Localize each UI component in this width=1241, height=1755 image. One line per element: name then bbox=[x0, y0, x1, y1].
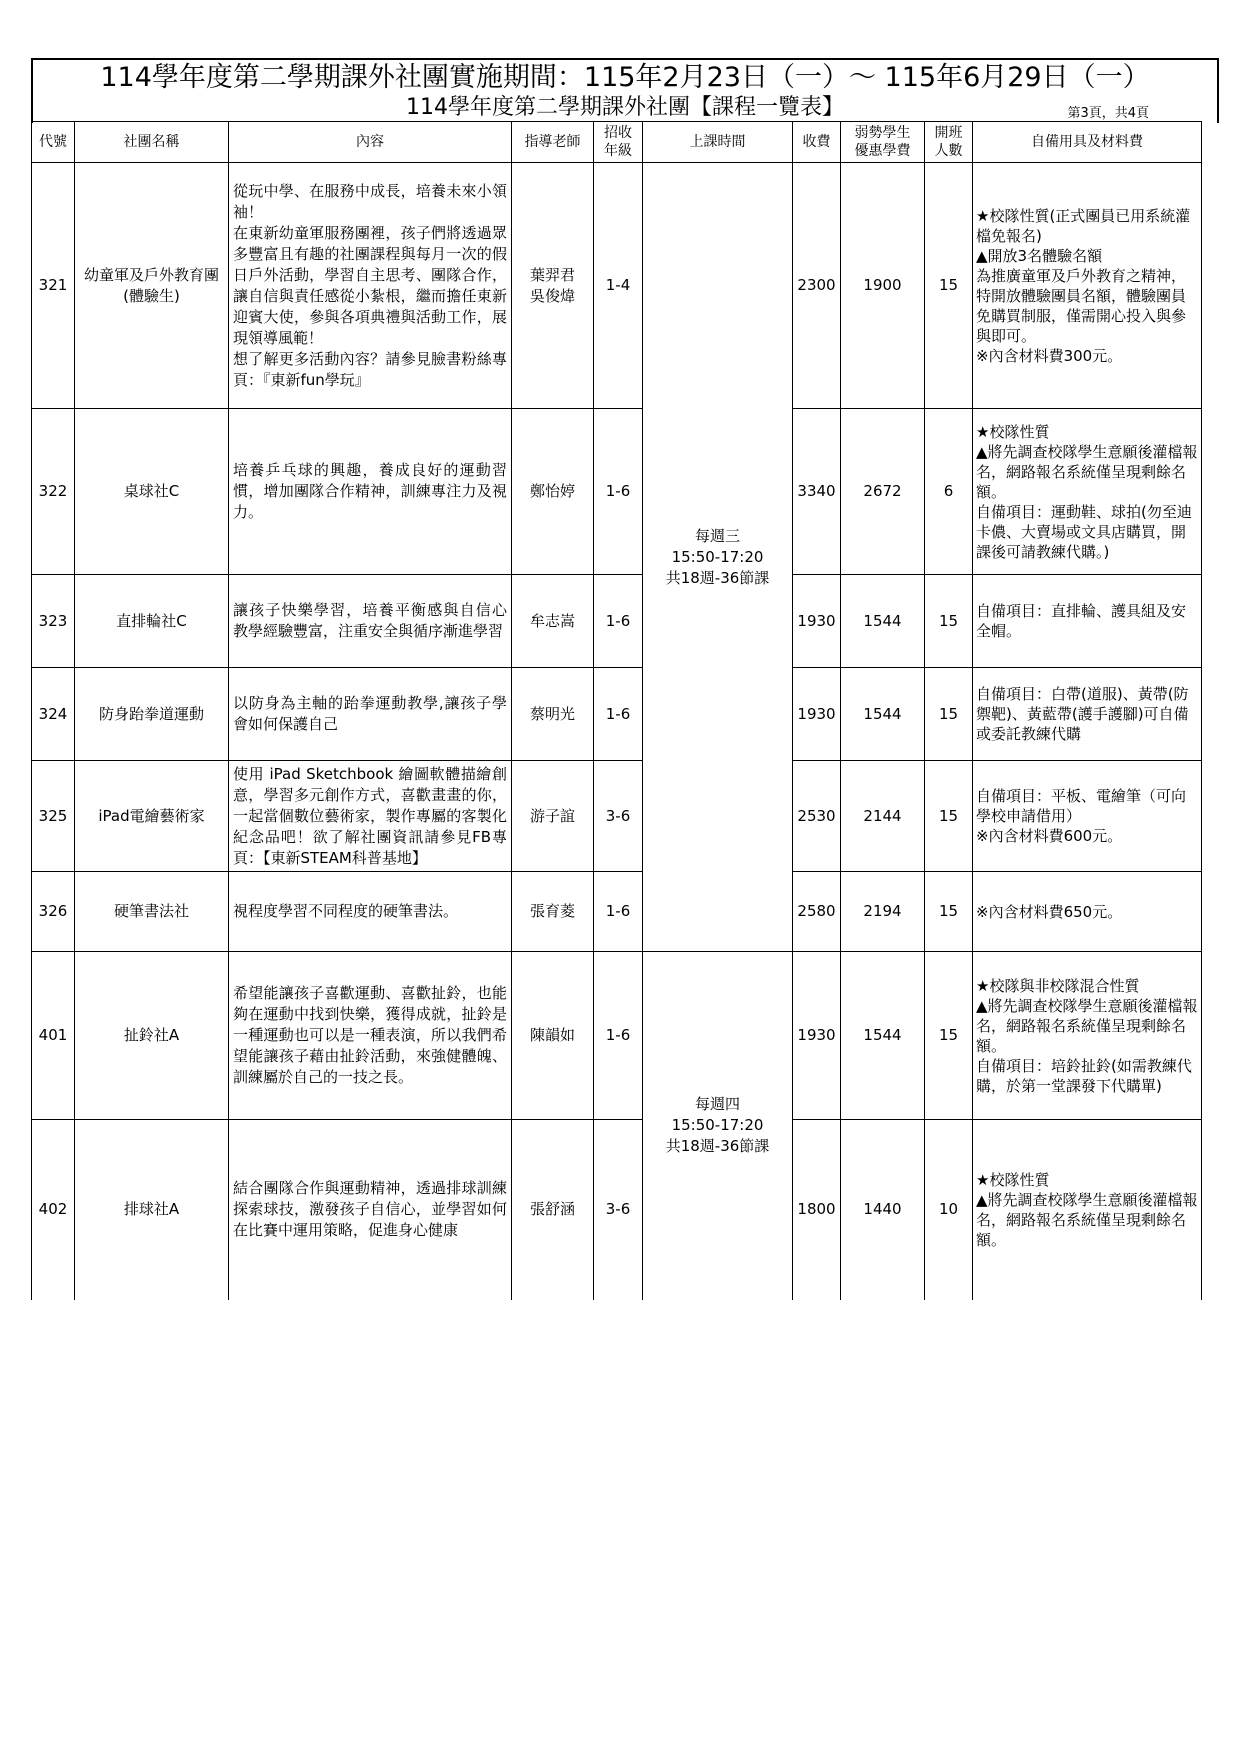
schedule-wednesday: 每週三 15:50-17:20 共18週-36節課 bbox=[643, 163, 793, 952]
row-fee: 3340 bbox=[793, 409, 841, 575]
row-materials: 自備項目：平板、電繪筆（可向學校申請借用） ※內含材料費600元。 bbox=[973, 761, 1202, 872]
row-fee: 1930 bbox=[793, 952, 841, 1120]
row-class-size: 15 bbox=[925, 872, 973, 952]
row-disadvantaged-fee: 1900 bbox=[841, 163, 925, 409]
table-row bbox=[32, 575, 1202, 668]
row-name: 防身跆拳道運動 bbox=[75, 668, 229, 761]
row-content: 從玩中學、在服務中成長，培養未來小領袖！ 在東新幼童軍服務團裡，孩子們將透過眾多豐富且有趣的社團課程與每月一次的假日戶外活動，學習自主思考、團隊合作，讓自信與責任感從小紮根，繼而擔任東新迎賓大使，參與各項典禮與活動工作，展現領導風範！ 想了解更多活動內容？請參見臉書粉絲專頁：『東新fun學玩』 bbox=[229, 163, 512, 409]
row-teacher: 牟志嵩 bbox=[512, 575, 594, 668]
table-row bbox=[32, 872, 1202, 952]
row-code: 402 bbox=[32, 1120, 75, 1300]
row-teacher: 鄭怡婷 bbox=[512, 409, 594, 575]
row-teacher: 蔡明光 bbox=[512, 668, 594, 761]
col-materials: 自備用具及材料費 bbox=[973, 122, 1202, 163]
row-grade: 3-6 bbox=[594, 1120, 643, 1300]
row-grade: 3-6 bbox=[594, 761, 643, 872]
table-row bbox=[32, 761, 1202, 872]
row-grade: 1-6 bbox=[594, 952, 643, 1120]
col-name: 社團名稱 bbox=[75, 122, 229, 163]
row-materials: ★校隊與非校隊混合性質 ▲將先調查校隊學生意願後灌檔報名，網路報名系統僅呈現剩餘名額。 自備項目：培鈴扯鈴(如需教練代購，於第一堂課發下代購單) bbox=[973, 952, 1202, 1120]
row-grade: 1-4 bbox=[594, 163, 643, 409]
row-name: 扯鈴社A bbox=[75, 952, 229, 1120]
row-teacher: 張育菱 bbox=[512, 872, 594, 952]
row-disadvantaged-fee: 1440 bbox=[841, 1120, 925, 1300]
row-fee: 2530 bbox=[793, 761, 841, 872]
row-teacher: 張舒涵 bbox=[512, 1120, 594, 1300]
row-fee: 1930 bbox=[793, 575, 841, 668]
row-materials: 自備項目：直排輪、護具組及安全帽。 bbox=[973, 575, 1202, 668]
table-row bbox=[32, 409, 1202, 575]
row-class-size: 15 bbox=[925, 575, 973, 668]
row-disadvantaged-fee: 2194 bbox=[841, 872, 925, 952]
row-fee: 1800 bbox=[793, 1120, 841, 1300]
row-class-size: 15 bbox=[925, 761, 973, 872]
row-content: 結合團隊合作與運動精神，透過排球訓練探索球技，激發孩子自信心，並學習如何在比賽中運用策略，促進身心健康 bbox=[229, 1120, 512, 1300]
row-fee: 2300 bbox=[793, 163, 841, 409]
row-fee: 2580 bbox=[793, 872, 841, 952]
row-grade: 1-6 bbox=[594, 668, 643, 761]
row-code: 323 bbox=[32, 575, 75, 668]
col-class-size: 開班 人數 bbox=[925, 122, 973, 163]
page-info: 第3頁，共4頁 bbox=[1067, 106, 1149, 121]
table-row bbox=[32, 1120, 1202, 1300]
schedule-sheet bbox=[31, 58, 1217, 1298]
main-title: 114學年度第二學期課外社團實施期間：115年2月23日（一）～ 115年6月29日（一） bbox=[100, 62, 1150, 93]
row-code: 324 bbox=[32, 668, 75, 761]
row-fee: 1930 bbox=[793, 668, 841, 761]
row-disadvantaged-fee: 2672 bbox=[841, 409, 925, 575]
row-class-size: 15 bbox=[925, 668, 973, 761]
col-fee: 收費 bbox=[793, 122, 841, 163]
row-code: 321 bbox=[32, 163, 75, 409]
row-class-size: 15 bbox=[925, 952, 973, 1120]
row-code: 401 bbox=[32, 952, 75, 1120]
title-box bbox=[31, 58, 1219, 123]
row-grade: 1-6 bbox=[594, 872, 643, 952]
row-disadvantaged-fee: 1544 bbox=[841, 668, 925, 761]
col-time: 上課時間 bbox=[643, 122, 793, 163]
row-content: 使用 iPad Sketchbook 繪圖軟體描繪創意，學習多元創作方式，喜歡畫畫的你，一起當個數位藝術家，製作專屬的客製化紀念品吧！欲了解社團資訊請參見FB專頁：【東新STEAM科普基地】 bbox=[229, 761, 512, 872]
table-row bbox=[32, 163, 1202, 409]
row-name: 硬筆書法社 bbox=[75, 872, 229, 952]
row-teacher: 陳韻如 bbox=[512, 952, 594, 1120]
col-code: 代號 bbox=[32, 122, 75, 163]
row-class-size: 6 bbox=[925, 409, 973, 575]
row-class-size: 15 bbox=[925, 163, 973, 409]
col-teacher: 指導老師 bbox=[512, 122, 594, 163]
row-code: 325 bbox=[32, 761, 75, 872]
row-grade: 1-6 bbox=[594, 409, 643, 575]
row-name: 幼童軍及戶外教育團(體驗生) bbox=[75, 163, 229, 409]
table-row bbox=[32, 952, 1202, 1120]
header-row bbox=[32, 122, 1202, 163]
row-class-size: 10 bbox=[925, 1120, 973, 1300]
row-code: 326 bbox=[32, 872, 75, 952]
schedule-thursday: 每週四 15:50-17:20 共18週-36節課 bbox=[643, 952, 793, 1300]
row-name: 桌球社C bbox=[75, 409, 229, 575]
row-content: 以防身為主軸的跆拳運動教學,讓孩子學會如何保護自己 bbox=[229, 668, 512, 761]
row-content: 希望能讓孩子喜歡運動、喜歡扯鈴，也能夠在運動中找到快樂，獲得成就，扯鈴是一種運動也可以是一種表演，所以我們希望能讓孩子藉由扯鈴活動，來強健體魄、訓練屬於自己的一技之長。 bbox=[229, 952, 512, 1120]
row-materials: ★校隊性質 ▲將先調查校隊學生意願後灌檔報名，網路報名系統僅呈現剩餘名額。 自備項目：運動鞋、球拍(勿至迪卡儂、大賣場或文具店購買，開課後可請教練代購。) bbox=[973, 409, 1202, 575]
row-materials: 自備項目：白帶(道服)、黃帶(防禦靶)、黃藍帶(護手護腳)可自備或委託教練代購 bbox=[973, 668, 1202, 761]
col-grade: 招收 年級 bbox=[594, 122, 643, 163]
row-grade: 1-6 bbox=[594, 575, 643, 668]
col-disadvantaged-fee: 弱勢學生 優惠學費 bbox=[841, 122, 925, 163]
table-row bbox=[32, 668, 1202, 761]
row-disadvantaged-fee: 1544 bbox=[841, 575, 925, 668]
col-content: 內容 bbox=[229, 122, 512, 163]
sub-title: 114學年度第二學期課外社團【課程一覽表】 bbox=[406, 95, 844, 120]
row-disadvantaged-fee: 1544 bbox=[841, 952, 925, 1120]
row-name: iPad電繪藝術家 bbox=[75, 761, 229, 872]
course-table bbox=[31, 121, 1202, 1300]
row-teacher: 游子誼 bbox=[512, 761, 594, 872]
row-content: 視程度學習不同程度的硬筆書法。 bbox=[229, 872, 512, 952]
row-materials: ※內含材料費650元。 bbox=[973, 872, 1202, 952]
row-materials: ★校隊性質 ▲將先調查校隊學生意願後灌檔報名，網路報名系統僅呈現剩餘名額。 bbox=[973, 1120, 1202, 1300]
row-content: 培養乒乓球的興趣，養成良好的運動習慣，增加團隊合作精神，訓練專注力及視力。 bbox=[229, 409, 512, 575]
row-name: 排球社A bbox=[75, 1120, 229, 1300]
row-content: 讓孩子快樂學習，培養平衡感與自信心 教學經驗豐富，注重安全與循序漸進學習 bbox=[229, 575, 512, 668]
row-code: 322 bbox=[32, 409, 75, 575]
row-teacher: 葉羿君 吳俊煒 bbox=[512, 163, 594, 409]
row-materials: ★校隊性質(正式團員已用系統灌檔免報名) ▲開放3名體驗名額 為推廣童軍及戶外教育之精神，特開放體驗團員名額，體驗團員免購買制服，僅需開心投入與參與即可。 ※內含材料費300元。 bbox=[973, 163, 1202, 409]
row-disadvantaged-fee: 2144 bbox=[841, 761, 925, 872]
row-name: 直排輪社C bbox=[75, 575, 229, 668]
